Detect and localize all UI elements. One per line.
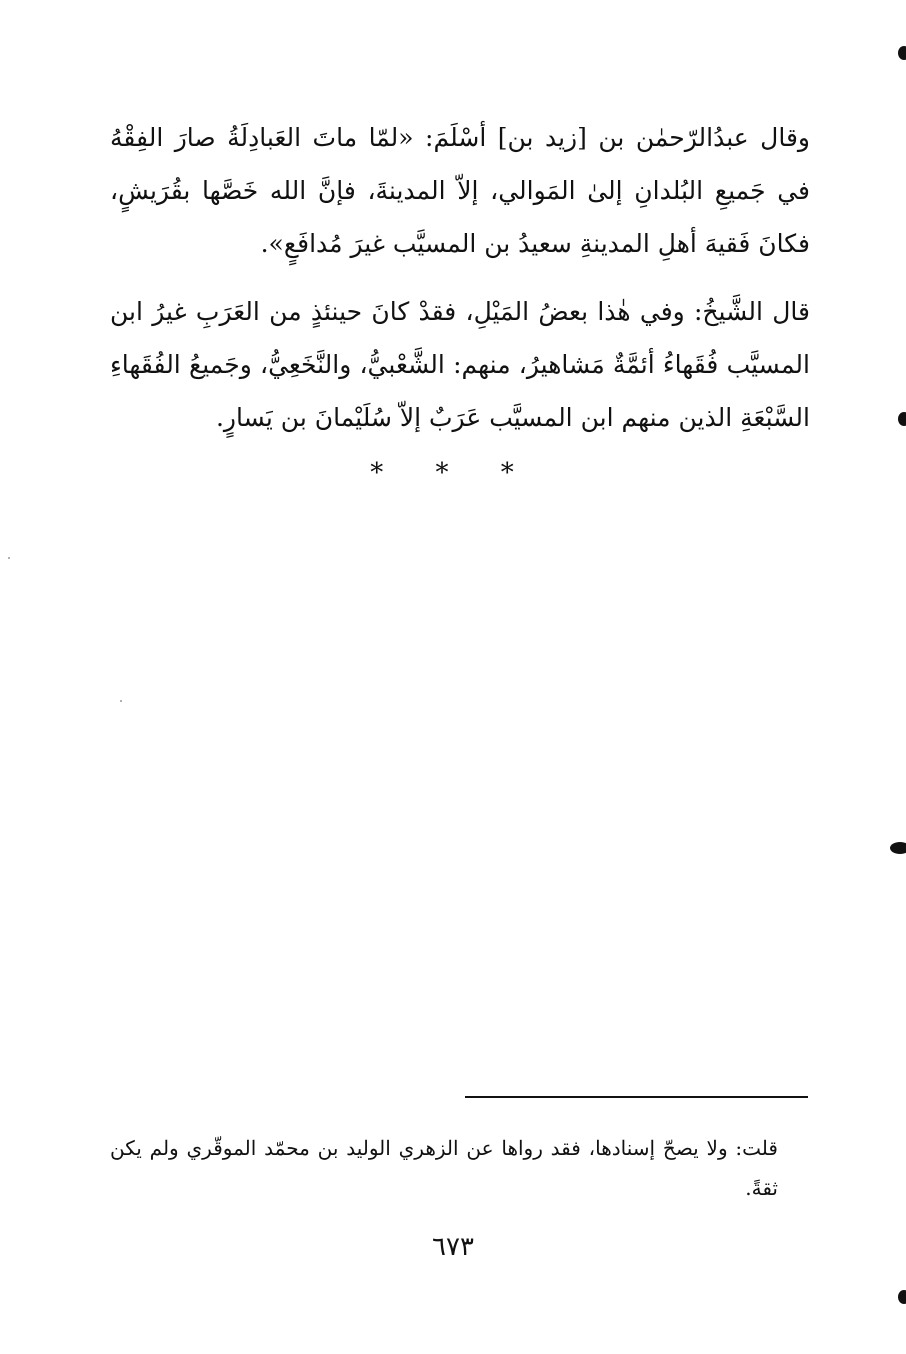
paragraph-1: وقال عبدُالرّحمٰن بن [زيد بن] أسْلَمَ: «لمّا ماتَ العَبادِلَةُ صارَ الفِقْهُ في جَميعِ البُلدانِ إلىٰ المَوالي، إلاّ المدينةَ، فإنَّ الله خَصَّها بقُرَيشٍ، فكانَ فَقيهَ أهلِ المدينةِ سعيدُ بن المسيَّب غيرَ مُدافَعٍ». (110, 123, 810, 258)
scan-speck (8, 557, 10, 559)
scan-edge-mark (898, 412, 906, 426)
footnote: قلت: ولا يصحّ إسنادها، فقد رواها عن الزهري الوليد بن محمّد الموقّري ولم يكن ثقةً. (110, 1136, 778, 1200)
section-separator: * * * (370, 458, 536, 488)
scan-speck (120, 700, 122, 702)
scan-edge-mark (890, 842, 906, 854)
page-number: ٦٧٣ (432, 1232, 474, 1262)
scan-edge-mark (898, 1290, 906, 1304)
paragraph-2: قال الشَّيخُ: وفي هٰذا بعضُ المَيْلِ، فقدْ كانَ حينئذٍ من العَرَبِ غيرُ ابن المسيَّب فُقَهاءُ أئمَّةٌ مَشاهيرُ، منهم: الشَّعْبيُّ، والنَّخَعِيُّ، وجَميعُ الفُقَهاءِ السَّبْعَةِ الذين منهم ابن المسيَّب عَرَبٌ إلاّ سُلَيْمانَ بن يَسارٍ. (110, 297, 810, 432)
footnote-divider (465, 1096, 808, 1098)
scan-edge-mark (898, 46, 906, 60)
